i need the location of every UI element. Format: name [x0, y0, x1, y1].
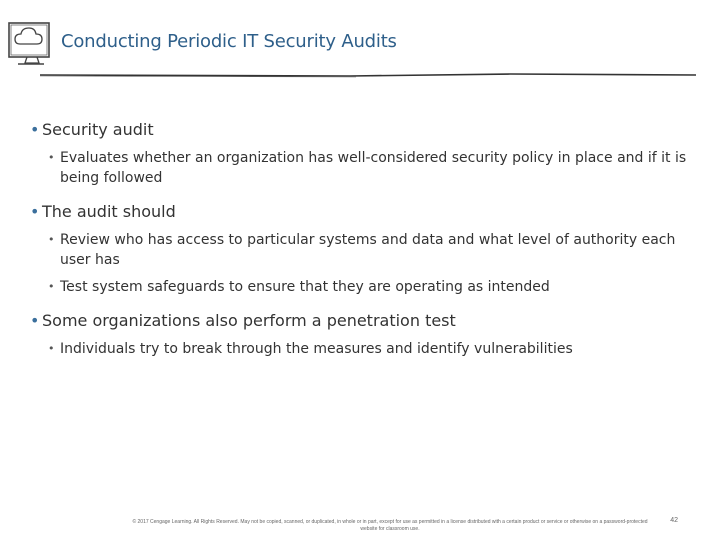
bullet-penetration-test: • Some organizations also perform a penetration test	[30, 311, 690, 330]
sub-bullet-text: Evaluates whether an organization has well-considered security policy in place and if it is being followed	[60, 150, 687, 186]
copyright-footer: © 2017 Cengage Learning. All Rights Reserved. May not be copied, scanned, or duplicated, in whole or in part, except for use as permitted in a license distributed with a certain product or service or otherwise on a password-protected website for classroom use.	[132, 519, 648, 532]
bullet-security-audit: • Security audit	[30, 120, 690, 139]
bullet-list	[30, 120, 690, 359]
bullet-audit-should: • The audit should	[30, 202, 690, 221]
title-divider	[40, 66, 696, 80]
slide-title: Conducting Periodic IT Security Audits	[61, 31, 397, 52]
sub-bullet-text: Test system safeguards to ensure that they are operating as intended	[60, 279, 550, 295]
sub-bullet: • Evaluates whether an organization has well-considered security policy in place and if it is being followed	[48, 150, 687, 186]
sub-bullet: • Test system safeguards to ensure that they are operating as intended	[48, 279, 550, 295]
sub-bullet: • Review who has access to particular systems and data and what level of authority each user has	[48, 232, 676, 268]
sub-bullet-text: Review who has access to particular systems and data and what level of authority each user has	[60, 232, 676, 268]
sub-bullet: • Individuals try to break through the measures and identify vulnerabilities	[48, 341, 573, 357]
page-number: 42	[670, 517, 678, 524]
sub-bullet-text: Individuals try to break through the measures and identify vulnerabilities	[60, 341, 573, 357]
cloud-computer-icon	[6, 18, 58, 70]
